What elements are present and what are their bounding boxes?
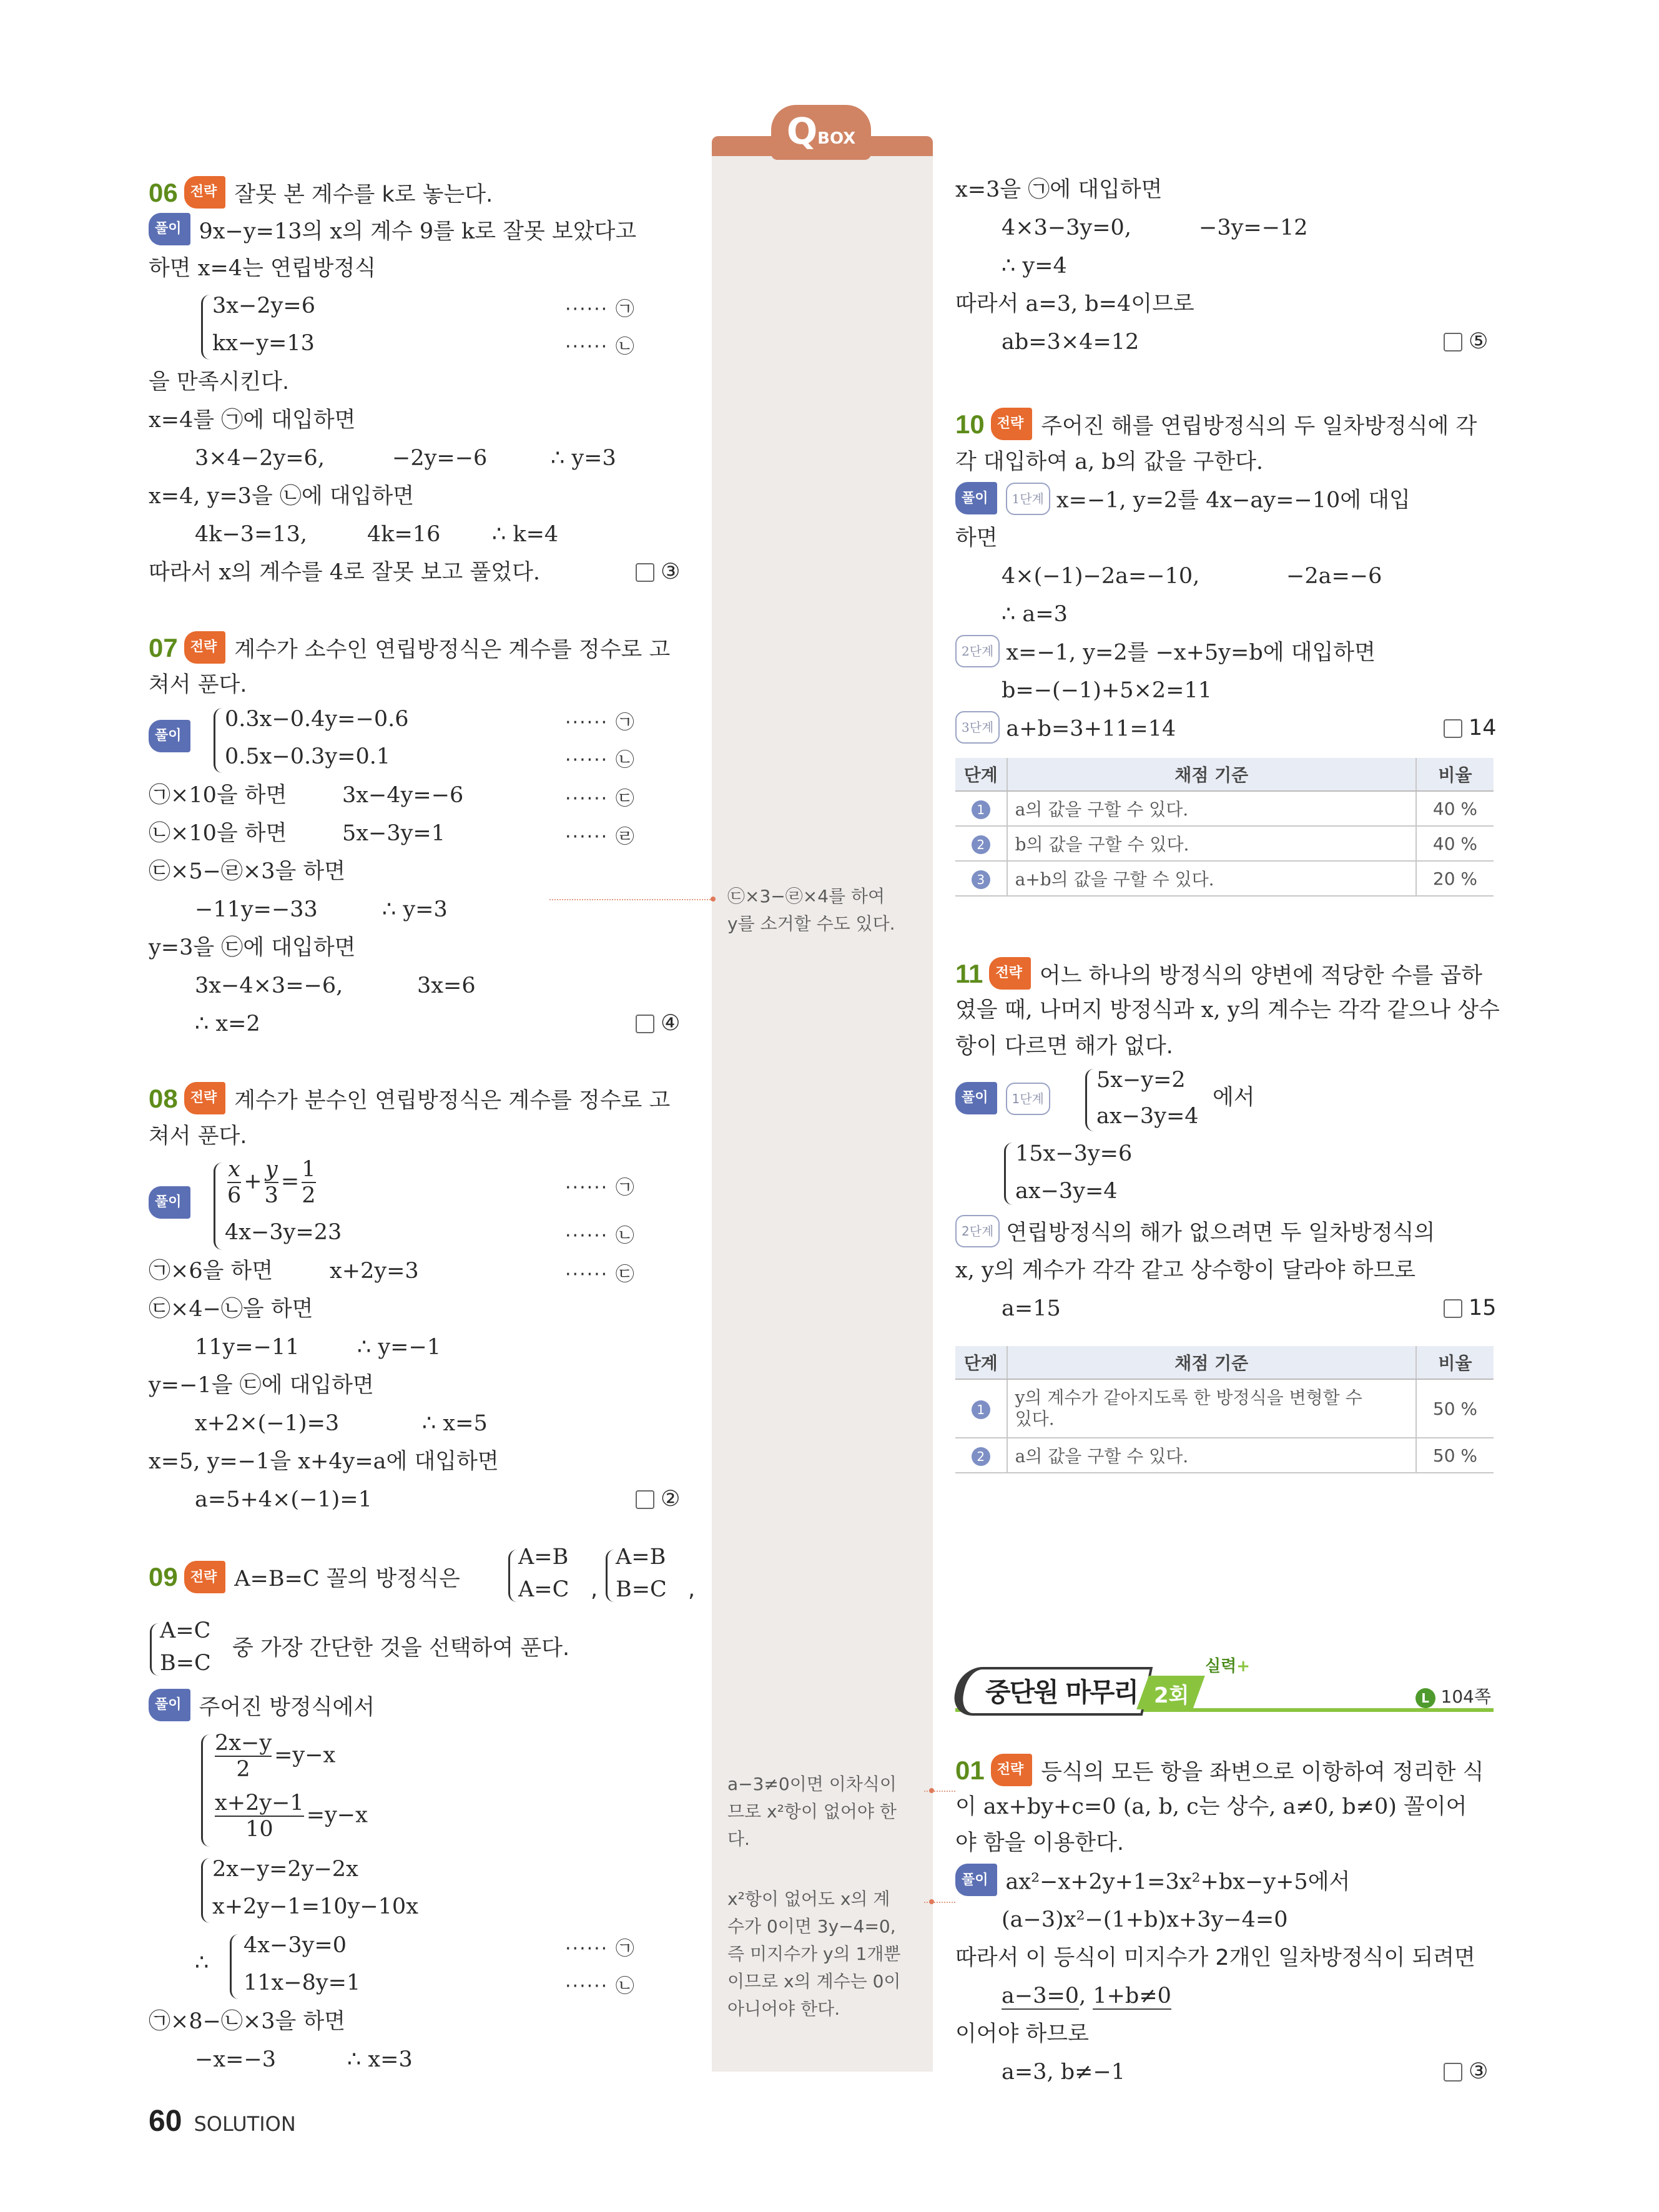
equation: −3y=−12 [1199,215,1308,240]
strategy-text: 이 ax+by+c=0 (a, b, c는 상수, a≠0, b≠0) 꼴이어 [955,1794,1467,1819]
strategy-text: 계수가 소수인 연립방정식은 계수를 정수로 고 [234,637,671,662]
answer-value: ③ [1469,2059,1489,2084]
strategy-text: 중 가장 간단한 것을 선택하여 푼다. [232,1636,570,1661]
equation-label: ······ ㉠ [565,712,636,734]
equation: 11x−8y=1 [244,1970,361,1995]
equation-label: ······ ㉢ [565,788,636,810]
equation-label: ······ ㉡ [565,1975,636,1997]
equation: ∴ y=3 [382,897,448,922]
col-header: 단계 [955,758,1007,791]
text-line: 따라서 x의 계수를 4로 잘못 보고 풀었다. [149,560,541,585]
equation: 5x−y=2 [1096,1068,1186,1093]
equation: kx−y=13 [212,331,315,356]
step-badge: 2단계 [955,635,1000,667]
equation: 15x−3y=6 [1015,1141,1133,1166]
strategy-text: A=B=C 꼴의 방정식은 [234,1566,460,1591]
equation: (a−3)x²−(1+b)x+3y−4=0 [1002,1907,1288,1932]
solution-tag: 풀이 [955,1864,997,1896]
system-brace [230,1934,239,1999]
ratio: 20 % [1416,861,1494,896]
criterion: a의 값을 구할 수 있다. [1007,1438,1416,1473]
fraction-equation: $\frac{x}{6}$ + $\frac{y}{3}$ = $\frac{1}{2}$ [227,1157,316,1208]
answer-value: ⑤ [1469,329,1489,354]
problem-number: 08 [149,1084,178,1113]
strategy-text: 항이 다르면 해가 없다. [955,1034,1173,1059]
solution-line [149,1692,375,1724]
solution-tag: 풀이 [149,1689,190,1721]
equation: 0.5x−0.3y=0.1 [225,744,391,769]
strategy-text: 주어진 해를 연립방정식의 두 일차방정식에 각 [1041,414,1477,439]
strategy-text: 야 함을 이용한다. [955,1831,1125,1856]
answer-icon [636,1490,654,1509]
text-line: x=5, y=−1을 x+4y=a에 대입하면 [149,1449,499,1474]
section-banner [955,1657,1494,1717]
system-brace [214,1163,223,1250]
strategy-tag: 전략 [989,957,1031,990]
text-line: 을 만족시킨다. [149,370,290,395]
option-brace [508,1550,518,1602]
therefore-symbol: ∴ [195,1950,209,1975]
equation: x+2y=3 [330,1259,419,1284]
equation: 4×3−3y=0, [1002,215,1131,240]
equation: ∴ y=−1 [357,1335,441,1360]
text-line: x, y의 계수가 각각 같고 상수항이 달라야 하므로 [955,1258,1416,1283]
answer-icon [1444,2063,1462,2082]
fraction-equation: $\frac{x+2y-1}{10}$ =y−x [215,1791,368,1842]
strategy-text: 각 대입하여 a, b의 값을 구한다. [955,450,1264,474]
equation: −11y=−33 [195,897,318,922]
option-eq: B=C [160,1651,211,1676]
step-number: 3 [972,870,990,889]
solution-line [955,1867,1350,1899]
text-line: x=3을 ㉠에 대입하면 [955,177,1163,202]
qbox-box: BOX [817,129,856,148]
option-brace [606,1550,615,1602]
ratio: 40 % [1416,791,1494,826]
note-leader [549,899,713,900]
equation: ax−3y=4 [1015,1179,1118,1204]
solution-tag: 풀이 [149,213,190,245]
ratio: 40 % [1416,826,1494,861]
option-brace [150,1623,159,1676]
option-eq: A=C [518,1577,569,1602]
text-line: 따라서 a=3, b=4이므로 [955,292,1194,317]
equation: ∴ x=3 [347,2047,413,2072]
equation: ax−3y=4 [1096,1104,1199,1129]
problem-07-header [149,633,670,667]
qbox-note-2: a−3≠0이면 이차식이 므로 x²항이 없어야 한 다. [727,1774,897,1849]
answer-value: ④ [661,1011,681,1036]
answer-value: 14 [1469,715,1497,740]
criterion: a의 값을 구할 수 있다. [1007,791,1416,826]
answer-mark [1444,2059,1488,2084]
system-brace [201,1858,210,1923]
option-eq: A=B [616,1545,666,1570]
criterion: a+b의 값을 구할 수 있다. [1007,861,1416,896]
equation: x+2×(−1)=3 [195,1411,340,1436]
page-footer [149,2104,296,2138]
criterion: y의 계수가 같아지도록 한 방정식을 변형할 수 있다. [1007,1379,1416,1438]
problem-number: 07 [149,633,178,662]
equation-label: ······ ㉢ [565,1264,636,1285]
problem-11-header [955,959,1482,993]
answer-value: 15 [1469,1295,1497,1320]
strategy-tag: 전략 [184,1082,226,1114]
round-label: 2회 [1154,1683,1189,1708]
text-line: ax²−x+2y+1=3x²+bx−y+5에서 [1005,1869,1351,1895]
equation: 3x−4×3=−6, [195,973,343,998]
qbox-q: Q [786,110,818,152]
col-header: 채점 기준 [1007,758,1416,791]
text-line: 하면 [955,526,998,551]
qbox-badge [771,105,871,160]
equation: 4k−3=13, [195,522,308,547]
text-line: 에서 [1213,1085,1255,1110]
answer-mark [636,559,680,584]
equation-label: ······ ㉣ [565,826,636,848]
answer-icon [636,1015,654,1033]
solution-line [149,1189,199,1222]
step-badge: 1단계 [1006,1083,1050,1115]
option-eq: B=C [616,1577,667,1602]
equation: 3x−2y=6 [212,293,315,318]
equation: 2x−y=2y−2x [212,1857,358,1882]
text-line: 2단계 연립방정식의 해가 없으려면 두 일차방정식의 [955,1217,1435,1250]
system-brace [201,295,210,360]
equation: ∴ y=4 [1002,253,1067,278]
step-number: 1 [972,1400,990,1419]
equation: 3x−4y=−6 [342,783,464,808]
criterion: b의 값을 구할 수 있다. [1007,826,1416,861]
text-line: ㉡×10을 하면 [149,821,287,846]
problem-number: 11 [955,959,983,988]
equation-label: ······ ㉠ [565,298,636,320]
strategy-text: 쳐서 푼다. [149,1124,247,1149]
scoring-table [955,758,1494,897]
equation: a=15 [1002,1296,1061,1321]
equation: a=3, b≠−1 [1002,2060,1126,2085]
step-badge: 3단계 [955,711,1000,744]
answer-value: ③ [661,559,681,584]
equation: 4k=16 [367,522,441,547]
equation: ∴ x=2 [195,1011,260,1036]
equation: ∴ y=3 [551,446,616,471]
qbox-note-1: ㉢×3−㉣×4를 하여 y를 소거할 수도 있다. [727,886,895,934]
col-header: 비율 [1416,758,1494,791]
separator: , [688,1577,696,1602]
strategy-text: 잘못 본 계수를 k로 놓는다. [234,182,493,207]
answer-icon [1444,719,1462,738]
strategy-text: 어느 하나의 방정식의 양변에 적당한 수를 곱하 [1039,963,1483,988]
answer-mark [1444,715,1497,740]
equation: 4x−3y=23 [225,1220,342,1245]
problem-number: 09 [149,1562,178,1591]
fraction-equation: $\frac{2x-y}{2}$ =y−x [215,1731,336,1782]
strategy-tag: 전략 [184,631,226,664]
qbox-note-3: x²항이 없어도 x의 계 수가 0이면 3y−4=0, 즉 미지수가 y의 1개뿐 이므로 x의 계수는 0이 아니어야 한다. [727,1889,901,2019]
step-badge: 1단계 [1006,483,1050,515]
solution-line [149,216,636,248]
equation: 3x=6 [417,973,476,998]
equation: −2y=−6 [392,446,488,471]
equation: 4x−3y=0 [244,1933,347,1958]
text-line: 따라서 이 등식이 미지수가 2개인 일차방정식이 되려면 [955,1945,1475,1970]
section-title: 중단원 마무리 [985,1677,1138,1708]
table-row [955,791,1494,826]
option-eq: A=B [518,1545,569,1570]
note-leader-dot [929,1788,934,1793]
table-row [955,1379,1494,1438]
problem-01-header [955,1756,1484,1789]
equation: −x=−3 [195,2047,276,2072]
equation: x+2y−1=10y−10x [212,1894,418,1919]
equation: 5x−3y=1 [342,821,445,846]
equation: 11y=−11 [195,1335,300,1360]
text-line: ㉠×10을 하면 [149,783,287,808]
solution-line [955,1085,1056,1118]
scoring-table [955,1346,1494,1473]
equation-label: ······ ㉠ [565,1938,636,1960]
solution-tag: 풀이 [149,720,190,752]
text-line: ㉠×8−㉡×3을 하면 [149,2009,346,2034]
answer-mark [1444,329,1488,354]
strategy-tag: 전략 [184,1561,226,1593]
step-number: 1 [972,800,990,819]
system-brace [214,708,223,773]
answer-icon [1444,1299,1462,1318]
text-line: x=4를 ㉠에 대입하면 [149,408,356,433]
equation: a−3=0, 1+b≠0 [1002,1983,1171,2008]
system-brace [1085,1069,1095,1131]
level-label: 실력+ [1205,1657,1251,1676]
option-eq: A=C [160,1618,211,1643]
solution-tag: 풀이 [955,482,997,514]
strategy-text: 등식의 모든 항을 좌변으로 이항하여 정리한 식 [1041,1760,1484,1785]
equation: ab=3×4=12 [1002,330,1140,355]
equation: 3×4−2y=6, [195,446,325,471]
text-line: ㉠×6을 하면 [149,1259,273,1284]
equation: 4×(−1)−2a=−10, [1002,564,1200,589]
problem-number: 10 [955,410,985,439]
answer-icon [636,563,654,582]
table-row [955,826,1494,861]
problem-number: 06 [149,178,178,207]
col-header: 채점 기준 [1007,1346,1416,1379]
strategy-tag: 전략 [991,408,1033,440]
equation: 0.3x−0.4y=−0.6 [225,707,409,732]
equation: a=5+4×(−1)=1 [195,1487,372,1512]
strategy-tag: 전략 [991,1754,1033,1786]
system-brace [1004,1143,1013,1205]
text-line: y=3을 ㉢에 대입하면 [149,935,356,960]
equation-label: ······ ㉠ [565,1177,636,1199]
text-line: 2단계 x=−1, y=2를 −x+5y=b에 대입하면 [955,637,1376,670]
answer-value: ② [661,1487,681,1512]
equation-label: ······ ㉡ [565,749,636,771]
table-row [955,1438,1494,1473]
note-leader-dot [929,1899,934,1904]
equation: −2a=−6 [1286,564,1382,589]
footer-label: SOLUTION [194,2112,296,2136]
text-line: 하면 x=4는 연립방정식 [149,256,377,281]
strategy-tag: 전략 [184,176,226,209]
col-header: 비율 [1416,1346,1494,1379]
ratio: 50 % [1416,1379,1494,1438]
solution-tag: 풀이 [955,1082,997,1114]
strategy-text: 계수가 분수인 연립방정식은 계수를 정수로 고 [234,1088,671,1113]
problem-06-header [149,178,493,212]
answer-mark [636,1011,680,1036]
page-ref: L 104쪽 [1415,1683,1491,1708]
equation-label: ······ ㉡ [565,1225,636,1247]
text-line: x=−1, y=2를 4x−ay=−10에 대입 [1056,488,1410,513]
step-number: 2 [972,1447,990,1466]
note-leader-dot [711,897,716,902]
system-brace [201,1734,210,1847]
answer-mark [636,1487,680,1512]
table-row [955,861,1494,896]
page-number: 60 [149,2105,182,2138]
text-line: 이어야 하므로 [955,2022,1089,2047]
text-line: 3단계 a+b=3+11=14 [955,714,1176,746]
col-header: 단계 [955,1346,1007,1379]
ref-icon: L [1415,1688,1435,1708]
text-line: 주어진 방정식에서 [199,1695,375,1720]
strategy-text: 였을 때, 나머지 방정식과 x, y의 계수는 각각 같으나 상수 [955,998,1500,1023]
problem-08-header [149,1084,670,1118]
problem-number: 01 [955,1756,985,1785]
problem-10-header [955,410,1477,443]
solution-line [149,723,199,755]
strategy-text: 쳐서 푼다. [149,672,247,697]
ratio: 50 % [1416,1438,1494,1473]
step-badge: 2단계 [955,1215,1000,1247]
equation-label: ······ ㉡ [565,336,636,358]
equation: ∴ k=4 [492,522,559,547]
equation: b=−(−1)+5×2=11 [1002,678,1213,703]
answer-icon [1444,333,1462,351]
text-line: y=−1을 ㉢에 대입하면 [149,1373,374,1398]
problem-09-header [149,1562,460,1596]
answer-mark [1444,1295,1497,1320]
text-line: x=4, y=3을 ㉡에 대입하면 [149,484,415,509]
text-line: ㉢×4−㉡을 하면 [149,1297,313,1322]
separator: , [591,1577,598,1602]
equation: ∴ x=5 [422,1411,488,1436]
step-number: 2 [972,835,990,854]
solution-tag: 풀이 [149,1186,190,1219]
text-line: ㉢×5−㉣×3을 하면 [149,859,346,884]
text-line: 9x−y=13의 x의 계수 9를 k로 잘못 보았다고 [199,219,637,244]
equation: ∴ a=3 [1002,602,1068,627]
solution-line [955,485,1410,518]
